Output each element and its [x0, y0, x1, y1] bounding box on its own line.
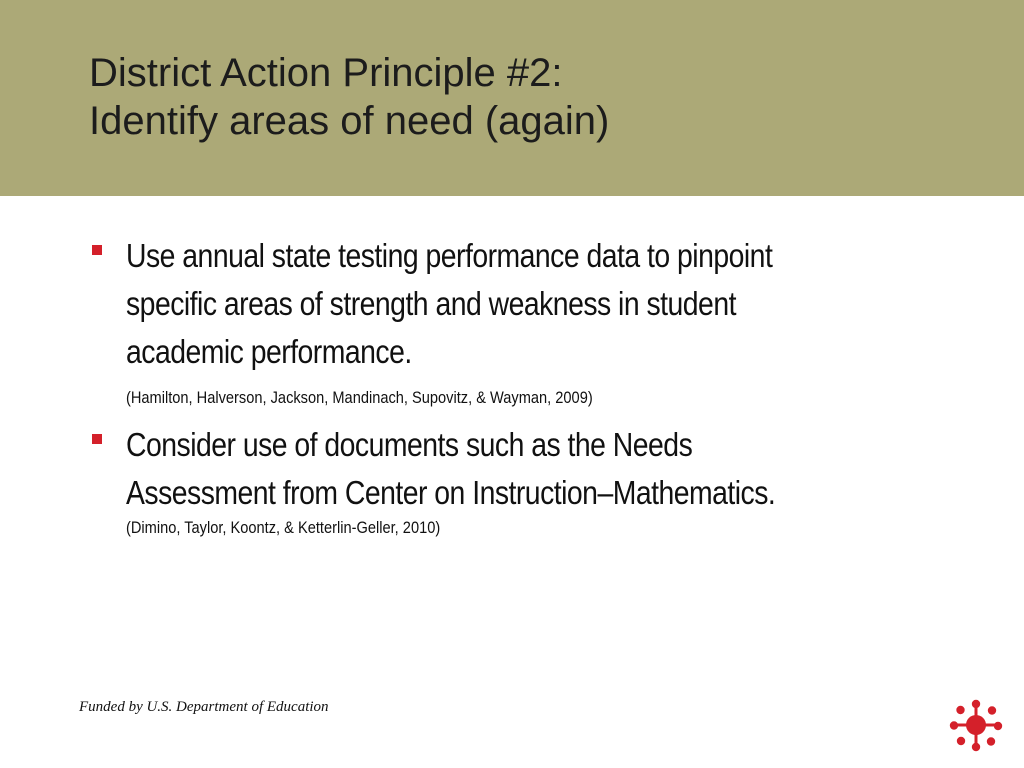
bullet-2-line-1: Consider use of documents such as the Needs	[126, 426, 693, 463]
title-line-1: District Action Principle #2:	[89, 51, 563, 95]
starburst-logo-icon	[948, 697, 1004, 753]
slide-title	[89, 49, 609, 145]
title-line-2: Identify areas of need (again)	[89, 99, 610, 143]
square-bullet-icon	[92, 245, 102, 255]
bullet-list	[89, 232, 939, 539]
bullet-2-citation: (Dimino, Taylor, Koontz, & Ketterlin-Geller, 2010)	[126, 518, 441, 537]
bullet-item-1	[89, 232, 939, 409]
square-bullet-icon	[92, 434, 102, 444]
bullet-2-line-2: Assessment from Center on Instruction–Mathematics.	[126, 474, 776, 511]
bullet-1-line-2: specific areas of strength and weakness in student	[126, 285, 736, 322]
bullet-1-line-3: academic performance.	[126, 333, 412, 370]
funding-footer: Funded by U.S. Department of Education	[79, 699, 329, 715]
bullet-text-2	[126, 421, 934, 517]
bullet-item-2	[89, 421, 939, 539]
bullet-text-1	[126, 232, 934, 376]
bullet-1-citation: (Hamilton, Halverson, Jackson, Mandinach, Supovitz, & Wayman, 2009)	[126, 388, 593, 407]
bullet-1-line-1: Use annual state testing performance data to pinpoint	[126, 237, 773, 274]
